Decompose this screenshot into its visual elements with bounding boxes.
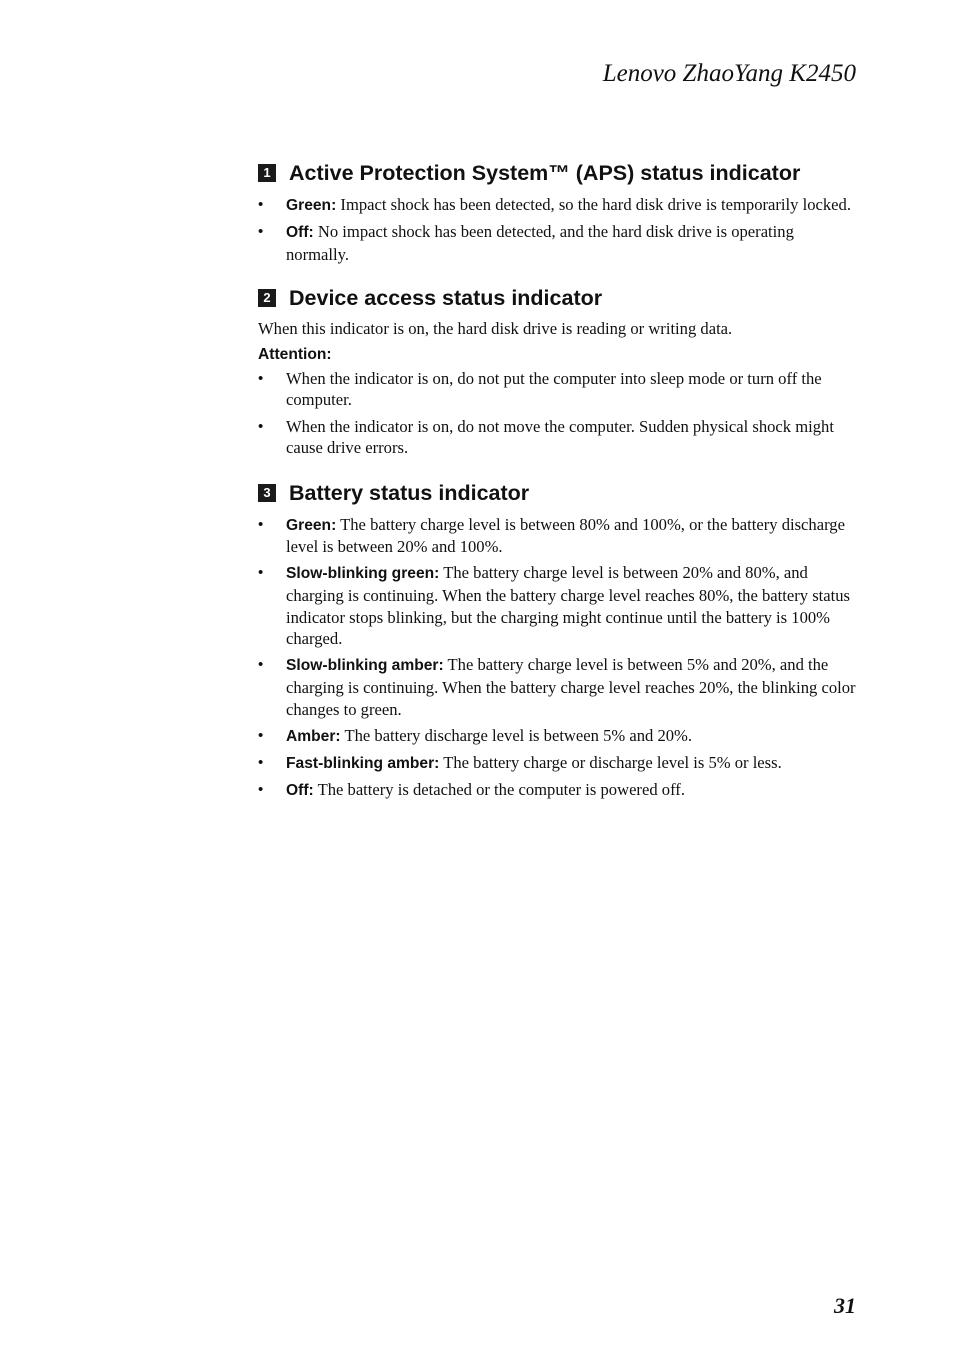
item-text: The battery charge level is between 80% and 100%, or the battery discharge level is between 20% and 100%. — [286, 514, 845, 557]
item-text: The battery charge or discharge level is 5% or less. — [443, 752, 782, 772]
bullet-icon: • — [258, 369, 264, 387]
list-item — [258, 654, 858, 720]
section-number-badge: 3 — [258, 484, 276, 502]
list-item — [258, 725, 858, 748]
section-number-badge: 1 — [258, 164, 276, 182]
item-label: Off: — [286, 781, 314, 799]
bullet-icon: • — [258, 417, 264, 435]
item-label: Green: — [286, 197, 337, 214]
item-text: The battery charge level is between 20% and 80%, and charging is continuing. When the battery charge level reaches 80%, the battery status indicator stops blinking, but the charging might continue until the battery is 100% charged. — [286, 563, 851, 649]
item-text: When the indicator is on, do not move the computer. Sudden physical shock might cause drive errors. — [286, 416, 834, 458]
page-content — [258, 158, 858, 806]
list-item — [258, 752, 858, 775]
item-label: Slow-blinking green: — [286, 565, 440, 583]
section-heading-text: Device access status indicator — [289, 286, 603, 311]
item-label: Off: — [286, 224, 314, 242]
section-battery-indicator — [258, 478, 858, 802]
item-text: The battery charge level is between 5% and 20%, and the charging is continuing. When the battery charge level reaches 20%, the blinking color changes to green. — [286, 655, 856, 719]
bullet-icon: • — [258, 726, 264, 744]
bullet-icon: • — [258, 564, 264, 582]
bullet-icon: • — [258, 196, 264, 213]
item-text: The battery discharge level is between 5% and 20%. — [344, 725, 693, 745]
list-item — [258, 779, 858, 802]
item-text: Impact shock has been detected, so the hard disk drive is temporarily locked. — [340, 195, 851, 214]
section-number-badge: 2 — [258, 289, 276, 307]
item-label: Slow-blinking amber: — [286, 657, 444, 675]
bullet-icon: • — [258, 780, 264, 798]
item-label: Fast-blinking amber: — [286, 754, 440, 772]
item-text: The battery is detached or the computer is powered off. — [317, 779, 685, 799]
bullet-icon: • — [258, 753, 264, 771]
page-number: 31 — [834, 1293, 856, 1318]
bullet-list — [258, 194, 858, 265]
list-item — [258, 514, 858, 558]
item-label: Amber: — [286, 727, 341, 745]
bullet-list — [258, 368, 858, 459]
attention-label: Attention: — [258, 345, 332, 363]
bullet-icon: • — [258, 515, 264, 533]
section-device-access-indicator — [258, 283, 858, 458]
list-item — [258, 221, 858, 265]
list-item — [258, 562, 858, 649]
section-heading-text: Battery status indicator — [289, 480, 530, 505]
list-item — [258, 368, 858, 411]
section-heading-battery — [258, 478, 858, 508]
item-text: When the indicator is on, do not put the computer into sleep mode or turn off the computer. — [286, 368, 822, 410]
section-aps-indicator — [258, 158, 858, 265]
section-heading-device-access — [258, 283, 858, 313]
section-heading-text: Active Protection System™ (APS) status indicator — [289, 161, 801, 185]
running-header: Lenovo ZhaoYang K2450 — [602, 60, 856, 87]
bullet-icon: • — [258, 223, 264, 241]
item-text: No impact shock has been detected, and the hard disk drive is operating normally. — [286, 222, 794, 264]
bullet-list — [258, 514, 858, 802]
section-heading-aps — [258, 158, 858, 188]
item-label: Green: — [286, 516, 337, 534]
bullet-icon: • — [258, 656, 264, 674]
list-item — [258, 416, 858, 459]
list-item — [258, 194, 858, 217]
section-intro: When this indicator is on, the hard disk drive is reading or writing data. — [258, 319, 733, 339]
